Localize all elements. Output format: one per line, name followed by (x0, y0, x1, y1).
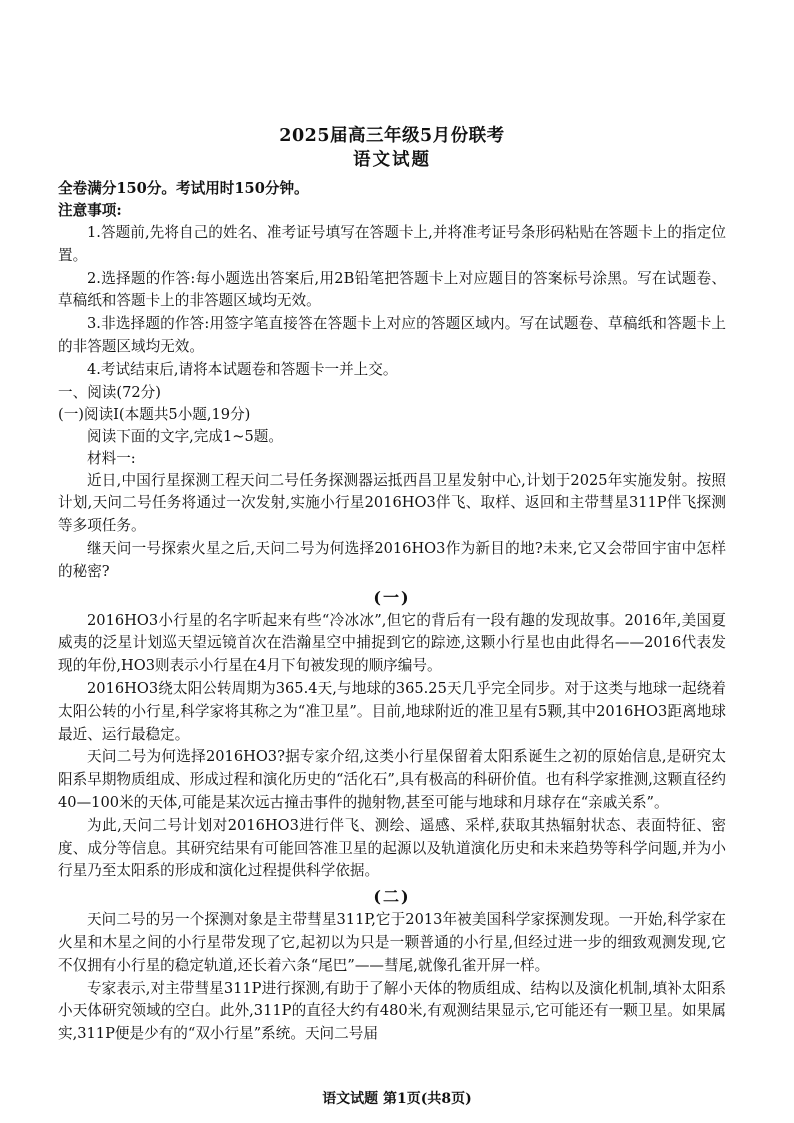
part-heading: (一)阅读Ⅰ(本题共5小题,19分) (58, 405, 251, 423)
body-paragraph: 天问二号的另一个探测对象是主带彗星311P,它于2013年被美国科学家探测发现。一开始,科学家在火星和木星之间的小行星带发现了它,起初以为只是一颗普通的小行星,但经过进一步的细致观测发现,它不仅拥有小行星的稳定轨道,还长着六条“尾巴”——彗尾,就像孔雀开屏一样。 (58, 911, 726, 974)
body-paragraph: 为此,天问二号计划对2016HO3进行伴飞、测绘、遥感、采样,获取其热辐射状态、表面特征、密度、成分等信息。其研究结果有可能回答准卫星的起源以及轨道演化历史和未来趋势等科学问题,并为小行星乃至太阳系的形成和演化过程提供科学依据。 (58, 816, 726, 880)
part-two-title: (二) (373, 887, 411, 907)
note-item: 2.选择题的作答:每小题选出答案后,用2B铅笔把答题卡上对应题目的答案标号涂黑。写在试题卷、草稿纸和答题卡上的非答题区域均无效。 (58, 269, 726, 310)
material-label: 材料一: (87, 449, 136, 467)
intro-paragraph: 近日,中国行星探测工程天问二号任务探测器运抵西昌卫星发射中心,计划于2025年实施发射。按照计划,天问二号任务将通过一次发射,实施小行星2016HO3伴飞、取样、返回和主带彗星311P伴飞探测等多项任务。 (58, 471, 726, 535)
scan-top-margin (0, 0, 794, 100)
section-heading: 一、阅读(72分) (58, 383, 161, 401)
body-paragraph: 天问二号为何选择2016HO3?据专家介绍,这类小行星保留着太阳系诞生之初的原始信息,是研究太阳系早期物质组成、形成过程和演化历史的“活化石”,具有极高的科研价值。也有科学家推测,这颗直径约40—100米的天体,可能是某次远古撞击事件的抛射物,甚至可能与地球和月球存在“亲戚关系”。 (58, 748, 726, 811)
exam-page (58, 124, 726, 1046)
body-paragraph: 2016HO3小行星的名字听起来有些“冷冰冰”,但它的背后有一段有趣的发现故事。2016年,美国夏威夷的泛星计划巡天望远镜首次在浩瀚星空中捕捉到它的踪迹,这颗小行星也由此得名——2016代表发现的年份,HO3则表示小行星在4月下旬被发现的顺序编号。 (58, 611, 726, 675)
note-item: 4.考试结束后,请将本试题卷和答题卡一并上交。 (87, 360, 398, 378)
intro-paragraph: 继天问一号探索火星之后,天问二号为何选择2016HO3作为新目的地?未来,它又会带回宇宙中怎样的秘密? (58, 539, 726, 580)
page-footer: 语文试题 第1页(共8页) (322, 1091, 472, 1107)
body-paragraph: 专家表示,对主带彗星311P进行探测,有助于了解小天体的物质组成、结构以及演化机制,填补太阳系小天体研究领域的空白。此外,311P的直径大约有480米,有观测结果显示,它可能还有一颗卫星。如果属实,311P便是少有的“双小行星”系统。天问二号届 (58, 979, 726, 1043)
note-item: 1.答题前,先将自己的姓名、准考证号填写在答题卡上,并将准考证号条形码粘贴在答题卡上的指定位置。 (58, 224, 726, 264)
exam-title: 2025届高三年级5月份联考 (279, 126, 505, 146)
score-info: 全卷满分150分。考试用时150分钟。 (58, 180, 309, 197)
reading-instruction: 阅读下面的文字,完成1~5题。 (87, 427, 283, 445)
part-one-title: (一) (373, 587, 411, 607)
body-paragraph: 2016HO3绕太阳公转周期为365.4天,与地球的365.25天几乎完全同步。对于这类与地球一起绕着太阳公转的小行星,科学家将其称之为“准卫星”。目前,地球附近的准卫星有5颗,其中2016HO3距离地球最近、运行最稳定。 (58, 679, 726, 743)
subject-title: 语文试题 (353, 150, 431, 170)
note-item: 3.非选择题的作答:用签字笔直接答在答题卡上对应的答题区域内。写在试题卷、草稿纸和答题卡上的非答题区域均无效。 (58, 315, 726, 355)
notes-heading: 注意事项: (58, 202, 122, 219)
